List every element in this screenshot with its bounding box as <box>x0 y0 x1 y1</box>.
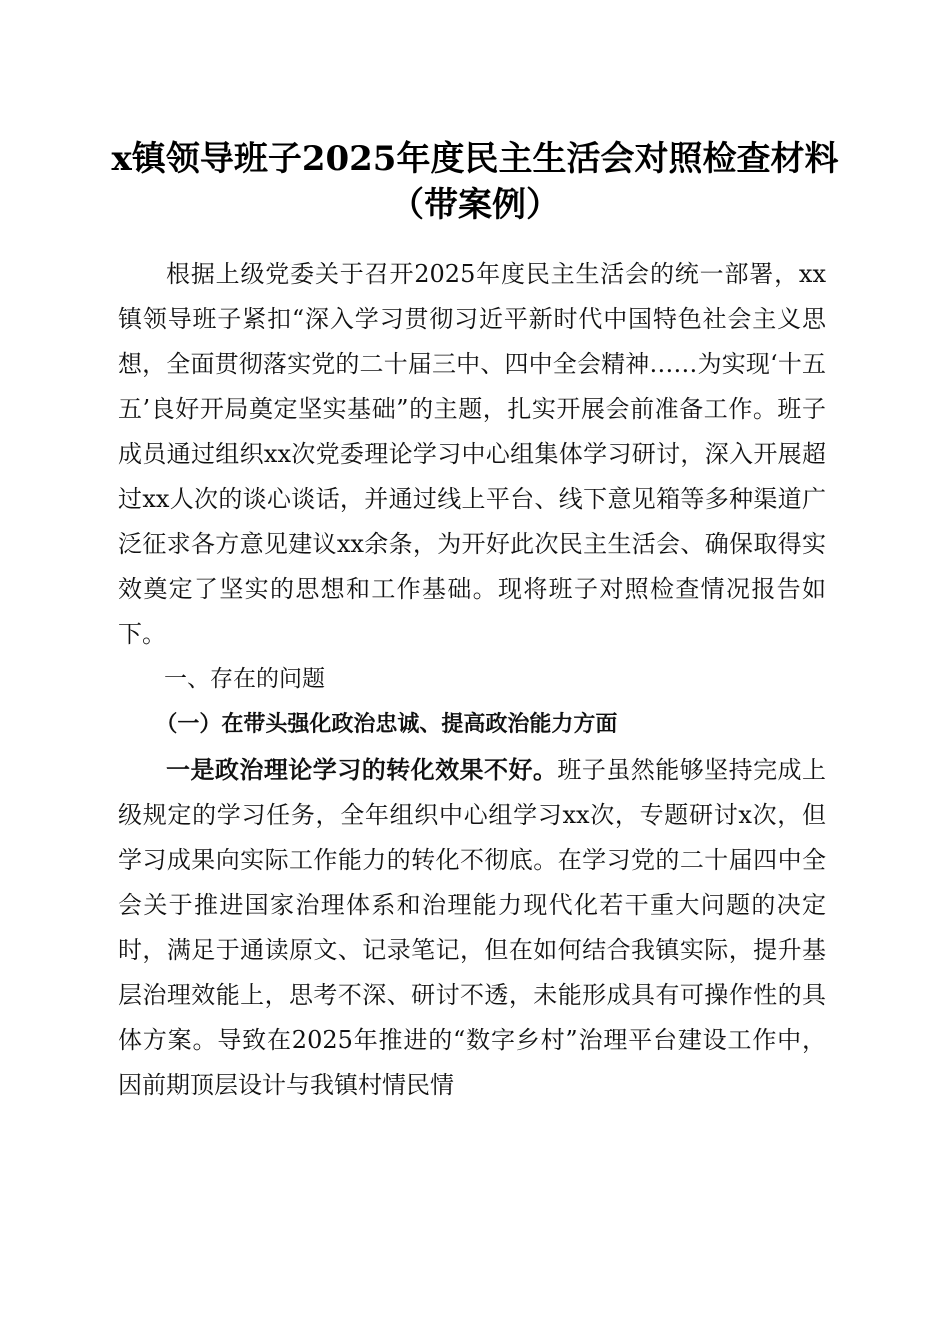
point-paragraph <box>118 747 826 1108</box>
section-heading: 一、存在的问题 <box>164 666 325 692</box>
point-body: 班子虽然能够坚持完成上级规定的学习任务，全年组织中心组学习xx次，专题研讨x次，但学习成果向实际工作能力的转化不彻底。在学习党的二十届四中全会关于推进国家治理体系和治理能力现代化若干重大问题的决定时，满足于通读原文、记录笔记，但在如何结合我镇实际，提升基层治理效能上，思考不深、研讨不透，未能形成具有可操作性的具体方案。导致在2025年推进的“数字乡村”治理平台建设工作中，因前期顶层设计与我镇村情民情 <box>118 756 827 1099</box>
point-lead: 一是政治理论学习的转化效果不好。 <box>166 755 558 784</box>
document-title: x镇领导班子2025年度民主生活会对照检查材料（带案例） <box>111 139 839 225</box>
intro-paragraph: 根据上级党委关于召开2025年度民主生活会的统一部署，xx镇领导班子紧扣“深入学习贯彻习近平新时代中国特色社会主义思想，全面贯彻落实党的二十届三中、四中全会精神……为实现‘十五五’良好开局奠定坚实基础”的主题，扎实开展会前准备工作。班子成员通过组织xx次党委理论学习中心组集体学习研讨，深入开展超过xx人次的谈心谈话，并通过线上平台、线下意见箱等多种渠道广泛征求各方意见建议xx余条，为开好此次民主生活会、确保取得实效奠定了坚实的思想和工作基础。现将班子对照检查情况报告如下。 <box>118 260 826 648</box>
subsection-heading: （一）在带头强化政治忠诚、提高政治能力方面 <box>155 711 618 737</box>
document-body <box>118 252 826 1108</box>
